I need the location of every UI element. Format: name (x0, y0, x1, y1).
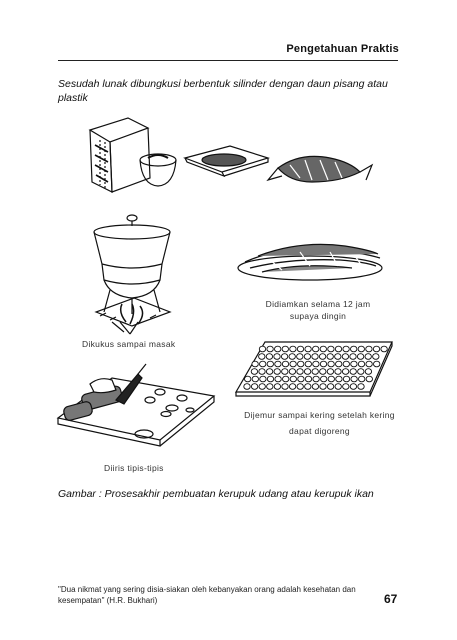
rack-chip (312, 369, 318, 375)
rack-chip (304, 354, 310, 360)
rack-chip (290, 346, 296, 352)
rack-chip (373, 354, 379, 360)
grater-box-illustration (90, 118, 150, 192)
rack-chip (343, 361, 349, 367)
rack-chip (260, 361, 266, 367)
rack-chip (275, 376, 281, 382)
rack-chip (320, 361, 326, 367)
rack-chip (275, 346, 281, 352)
rack-chip (335, 346, 341, 352)
rack-chip (366, 361, 372, 367)
rack-chip (282, 384, 288, 390)
rack-chip (252, 361, 258, 367)
rack-chip (290, 376, 296, 382)
rack-chip (327, 384, 333, 390)
rack-chip (336, 361, 342, 367)
rack-chip (282, 369, 288, 375)
rack-chip (328, 346, 334, 352)
rack-chip (297, 384, 303, 390)
rack-chip (358, 384, 364, 390)
rack-chip (313, 376, 319, 382)
rack-chip (374, 361, 380, 367)
running-header: Pengetahuan Praktis (286, 43, 399, 55)
rack-chip (312, 354, 318, 360)
rack-chip (245, 376, 251, 382)
rack-chip (305, 376, 311, 382)
rack-chip (289, 369, 295, 375)
rack-chip (366, 376, 372, 382)
rack-chip (297, 354, 303, 360)
rack-chip (313, 361, 319, 367)
caption-sun-drying: Dijemur sampai kering setelah kering dapat digoreng (244, 410, 395, 436)
rack-chip (282, 346, 288, 352)
rack-chip (313, 346, 319, 352)
rack-chip (358, 369, 364, 375)
rack-chip (260, 376, 266, 382)
steamer-illustration (94, 215, 170, 334)
rack-chip (335, 369, 341, 375)
rack-chip (266, 369, 272, 375)
rack-chip (259, 384, 265, 390)
rack-chip (335, 384, 341, 390)
rack-chip (305, 361, 311, 367)
rack-chip (320, 369, 326, 375)
rack-chip (328, 376, 334, 382)
caption-steaming: Dikukus sampai masak (82, 339, 176, 349)
rack-chip (274, 384, 280, 390)
rack-chip (304, 369, 310, 375)
rack-chip (351, 376, 357, 382)
figure-caption: Gambar : Prosesakhir pembuatan kerupuk udang atau kerupuk ikan (58, 488, 374, 500)
rack-chip (351, 346, 357, 352)
rack-chip (281, 354, 287, 360)
rack-chip (267, 361, 273, 367)
rack-chip (289, 384, 295, 390)
rack-chip (267, 384, 273, 390)
page-number: 67 (384, 592, 398, 606)
rack-chip (351, 361, 357, 367)
rack-chip (266, 354, 272, 360)
rack-chip (259, 369, 265, 375)
rack-chip (320, 384, 326, 390)
rack-chip (358, 346, 364, 352)
rack-chip (335, 354, 341, 360)
rack-chip (357, 354, 363, 360)
rack-chip (381, 346, 387, 352)
rack-chip (244, 384, 250, 390)
rack-chip (267, 346, 273, 352)
footer-quote: "Dua nikmat yang sering disia-siakan oleh kebanyakan orang adalah kesehatan dan kesempatan" (H.R. Bukhari) (58, 585, 356, 605)
rack-chip (320, 346, 326, 352)
rack-chip (275, 361, 281, 367)
rack-chip (342, 369, 348, 375)
rack-chip (305, 384, 311, 390)
rack-chip (312, 384, 318, 390)
rack-chip (283, 376, 289, 382)
rack-chip (343, 346, 349, 352)
rack-chip (350, 354, 356, 360)
rack-chip (274, 369, 280, 375)
rack-chip (336, 376, 342, 382)
rack-chip (298, 376, 304, 382)
rack-chip (350, 384, 356, 390)
rack-chip (328, 361, 334, 367)
rack-chip (298, 361, 304, 367)
caption-cooling: Didiamkan selama 12 jam supaya dingin (265, 299, 371, 321)
rack-chip (359, 376, 365, 382)
rack-chip (297, 369, 303, 375)
rack-chip (366, 346, 372, 352)
rack-chip (259, 354, 265, 360)
rack-chip (305, 346, 311, 352)
cooling-rolls-illustration (238, 244, 382, 280)
rack-chip (290, 361, 296, 367)
rack-chip (259, 346, 265, 352)
rack-chip (282, 361, 288, 367)
wrapped-leaf-illustration (268, 156, 372, 182)
board-dough-illustration (185, 146, 268, 176)
rack-chip (289, 354, 295, 360)
rack-chip (343, 376, 349, 382)
intro-text: Sesudah lunak dibungkusi berbentuk silinder dengan daun pisang atau plastik (58, 78, 388, 104)
rack-chip (342, 354, 348, 360)
rack-chip (365, 369, 371, 375)
rack-chip (252, 376, 258, 382)
rack-chip (350, 369, 356, 375)
caption-slicing: Diiris tipis-tipis (104, 463, 164, 473)
bowl-illustration (140, 154, 176, 186)
rack-chip (373, 346, 379, 352)
rack-chip (327, 354, 333, 360)
rack-chip (267, 376, 273, 382)
rack-chip (297, 346, 303, 352)
cutting-board-illustration (58, 364, 214, 446)
rack-chip-grid (244, 346, 387, 389)
rack-chip (327, 369, 333, 375)
rack-chip (274, 354, 280, 360)
rack-chip (319, 354, 325, 360)
rack-chip (251, 369, 257, 375)
rack-chip (251, 384, 257, 390)
rack-chip (321, 376, 327, 382)
rack-chip (365, 354, 371, 360)
rack-chip (358, 361, 364, 367)
rack-chip (343, 384, 349, 390)
